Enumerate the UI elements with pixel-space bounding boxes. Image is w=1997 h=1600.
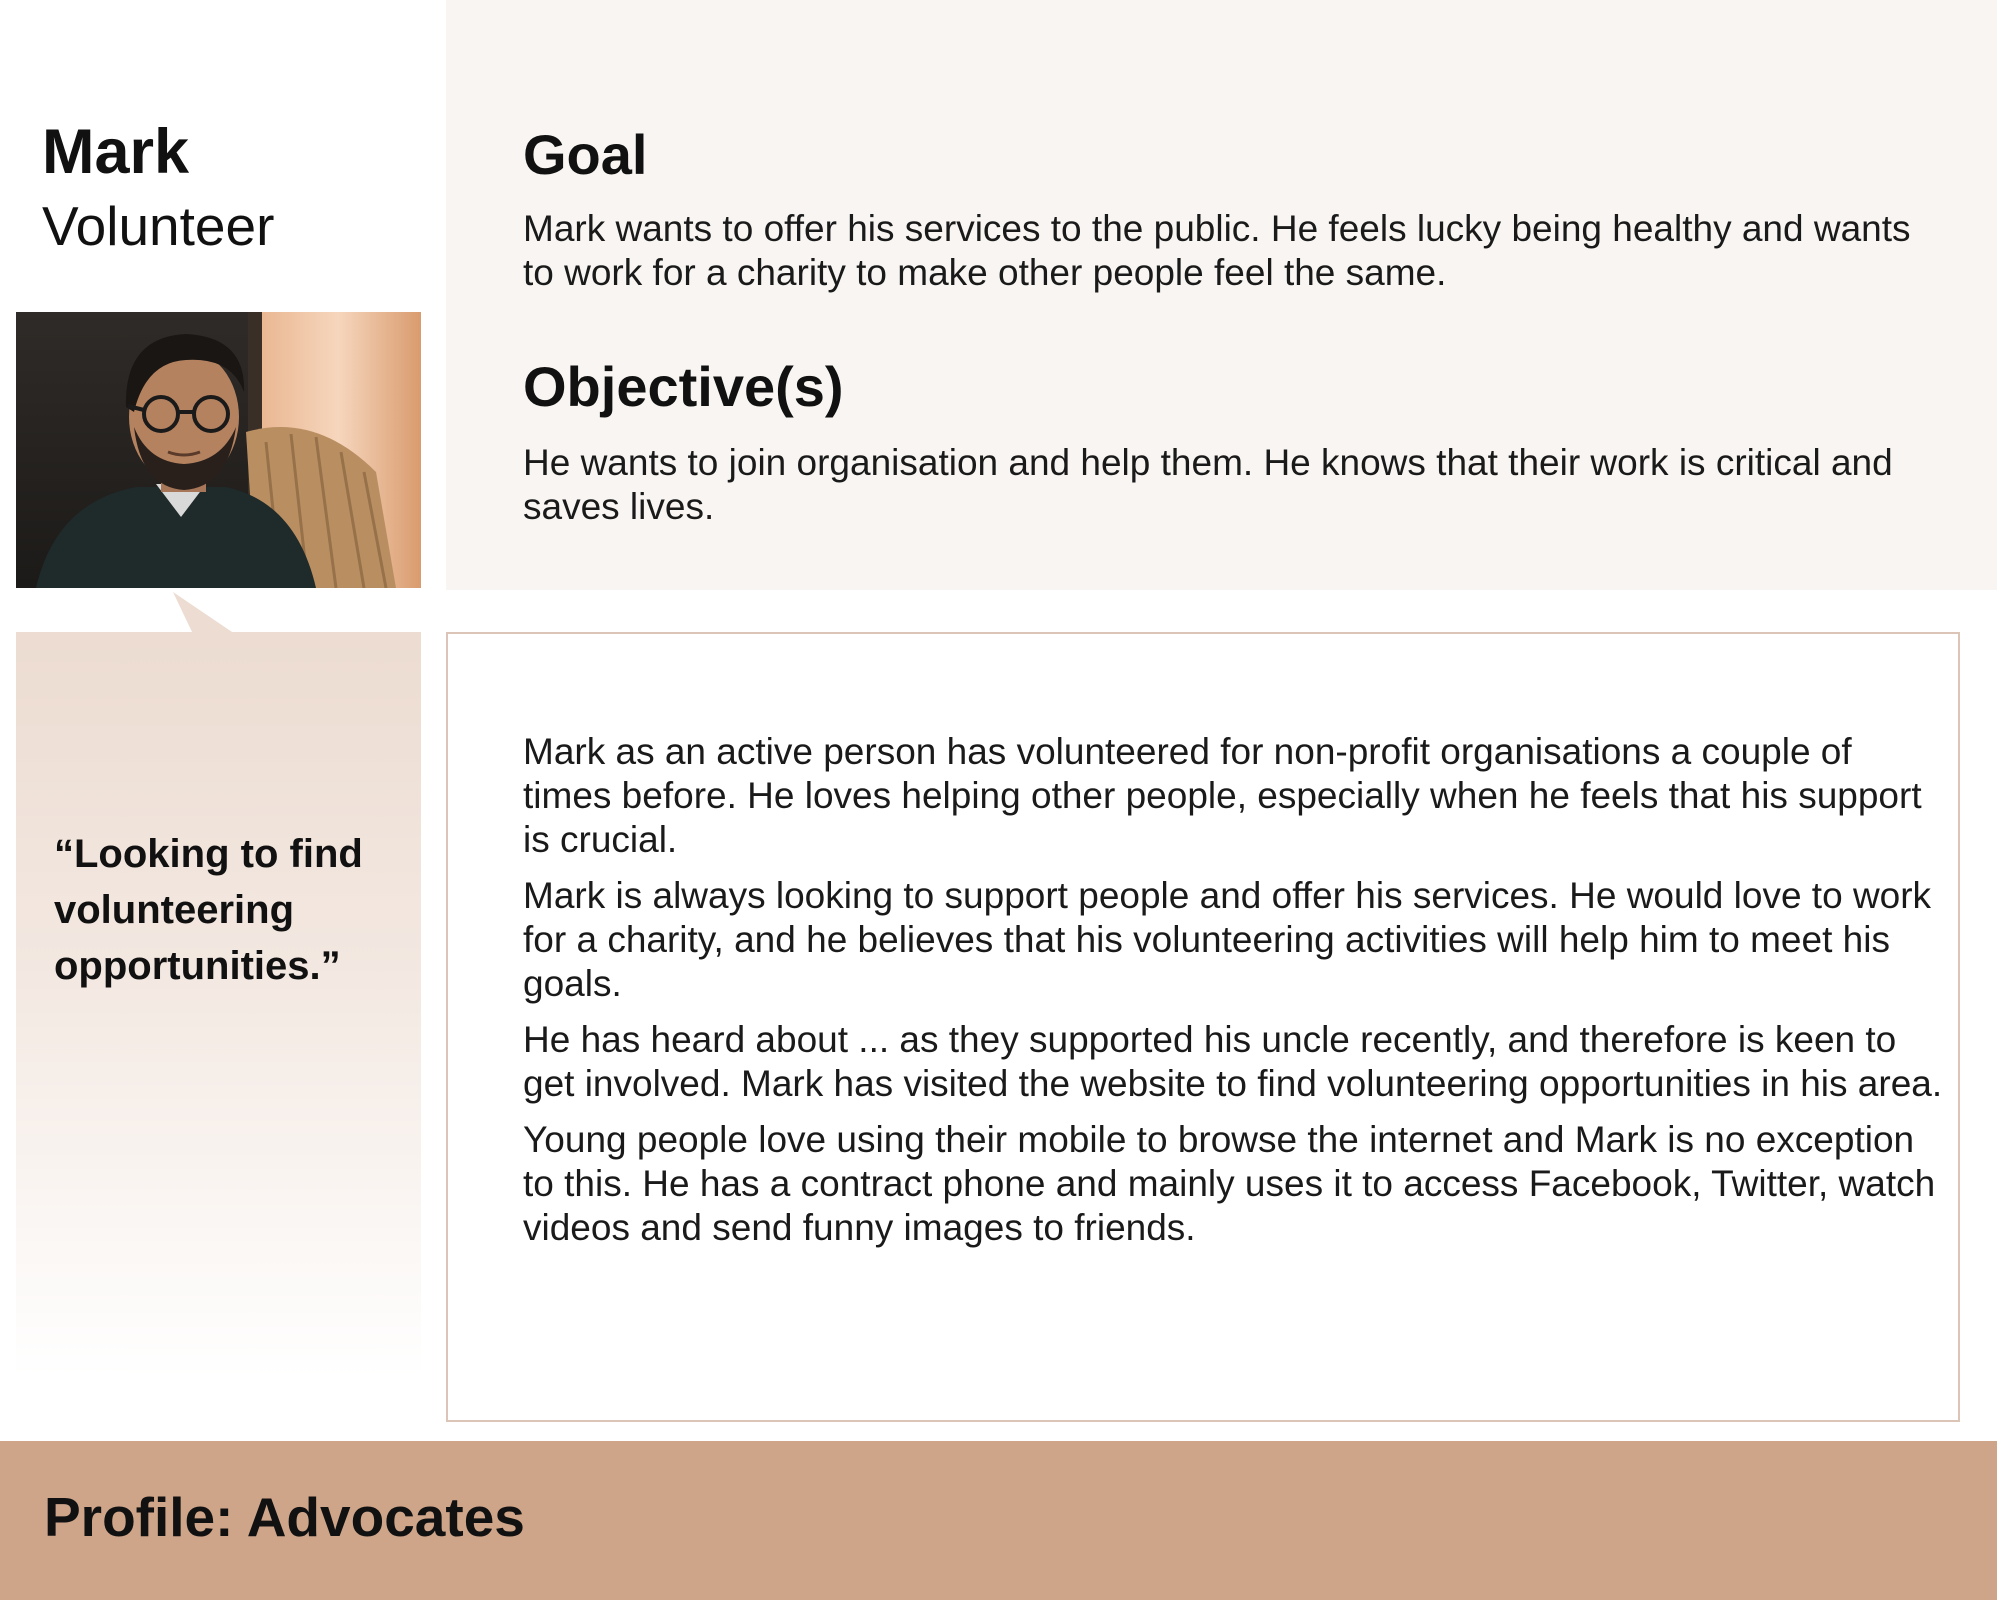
goal-heading: Goal: [523, 123, 648, 186]
objectives-text: He wants to join organisation and help them. He knows that their work is critical and saves lives.: [523, 442, 1893, 527]
quote-bubble: [16, 632, 421, 1377]
bio-paragraph: Young people love using their mobile to browse the internet and Mark is no exception to this. He has a contract phone and mainly uses it to access Facebook, Twitter, watch videos and send funny images to friends.: [523, 1119, 1936, 1248]
goal-text: Mark wants to offer his services to the public. He feels lucky being healthy and wants to work for a charity to make other people feel the same.: [523, 208, 1911, 293]
bio-paragraph: Mark is always looking to support people and offer his services. He would love to work for a charity, and he believes that his volunteering activities will help him to meet his goals.: [523, 875, 1932, 1004]
persona-role: Volunteer: [42, 195, 275, 257]
bio-paragraph: Mark as an active person has volunteered for non-profit organisations a couple of times before. He loves helping other people, especially when he feels that his support is crucial.: [523, 731, 1922, 860]
persona-photo: [16, 312, 421, 588]
profile-title: Profile: Advocates: [44, 1486, 525, 1548]
person-portrait-icon: [16, 312, 421, 588]
bio-content: [523, 730, 1943, 1262]
bio-paragraph: He has heard about ... as they supported his uncle recently, and therefore is keen to get involved. Mark has visited the website to find volunteering opportunities in his area.: [523, 1019, 1943, 1104]
quote-text: “Looking to find volunteering opportunities.”: [54, 832, 363, 988]
objectives-heading: Objective(s): [523, 355, 844, 418]
persona-name: Mark: [42, 117, 190, 187]
